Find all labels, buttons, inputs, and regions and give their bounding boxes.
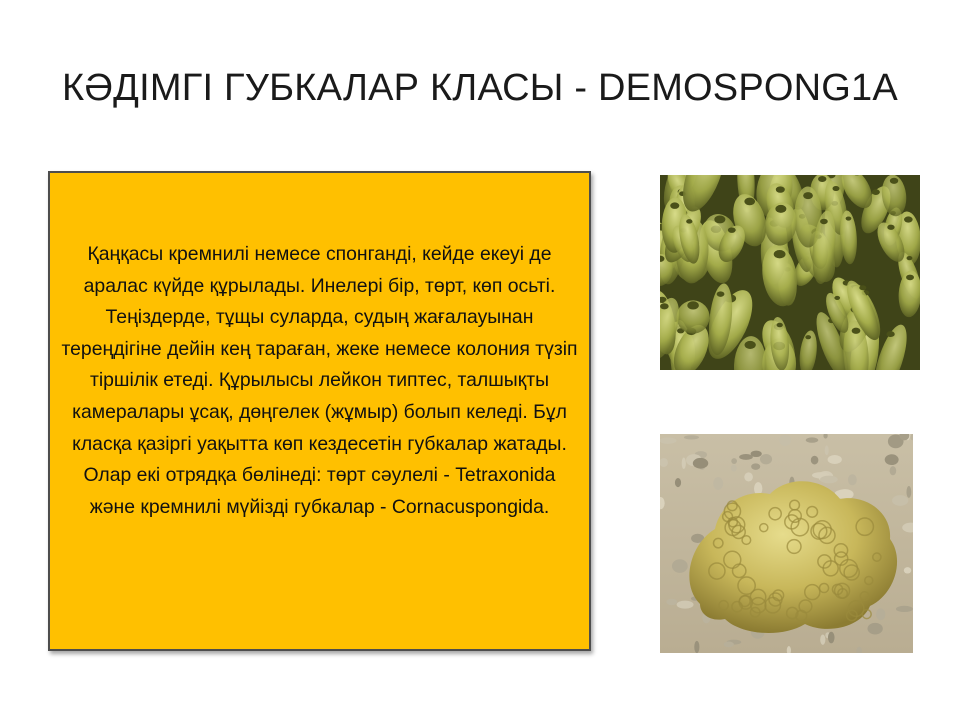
sponge-colony-photo [660,175,920,370]
body-text: Қаңқасы кремнилі немесе спонганді, кейде екеуі де аралас күйде құрылады. Инелері бір, төрт, көп осьті. Теңіздерде, тұщы суларда, судың жағалауынан тереңдігіне дейін кең тараған, жеке немесе колония түзіп тіршілік етеді. Құрылысы лейкон типтес, талшықты камералары ұсақ, дөңгелек (жұмыр) болып келеді. Бұл класқа қазіргі уақытта көп кездесетін губкалар жатады. Олар екі отрядқа бөлінеді: төрт сәулелі - Tetraxonida және кремнилі мүйізді губкалар - Cornacuspongida. [61,243,578,518]
text-box [48,171,591,651]
sponge-mound-photo [660,434,913,653]
sponge-colony-image [660,175,920,370]
slide-title: КӘДІМГІ ГУБКАЛАР КЛАСЫ - DEMOSPONG1A [62,67,898,109]
sponge-mound-image [660,434,913,653]
